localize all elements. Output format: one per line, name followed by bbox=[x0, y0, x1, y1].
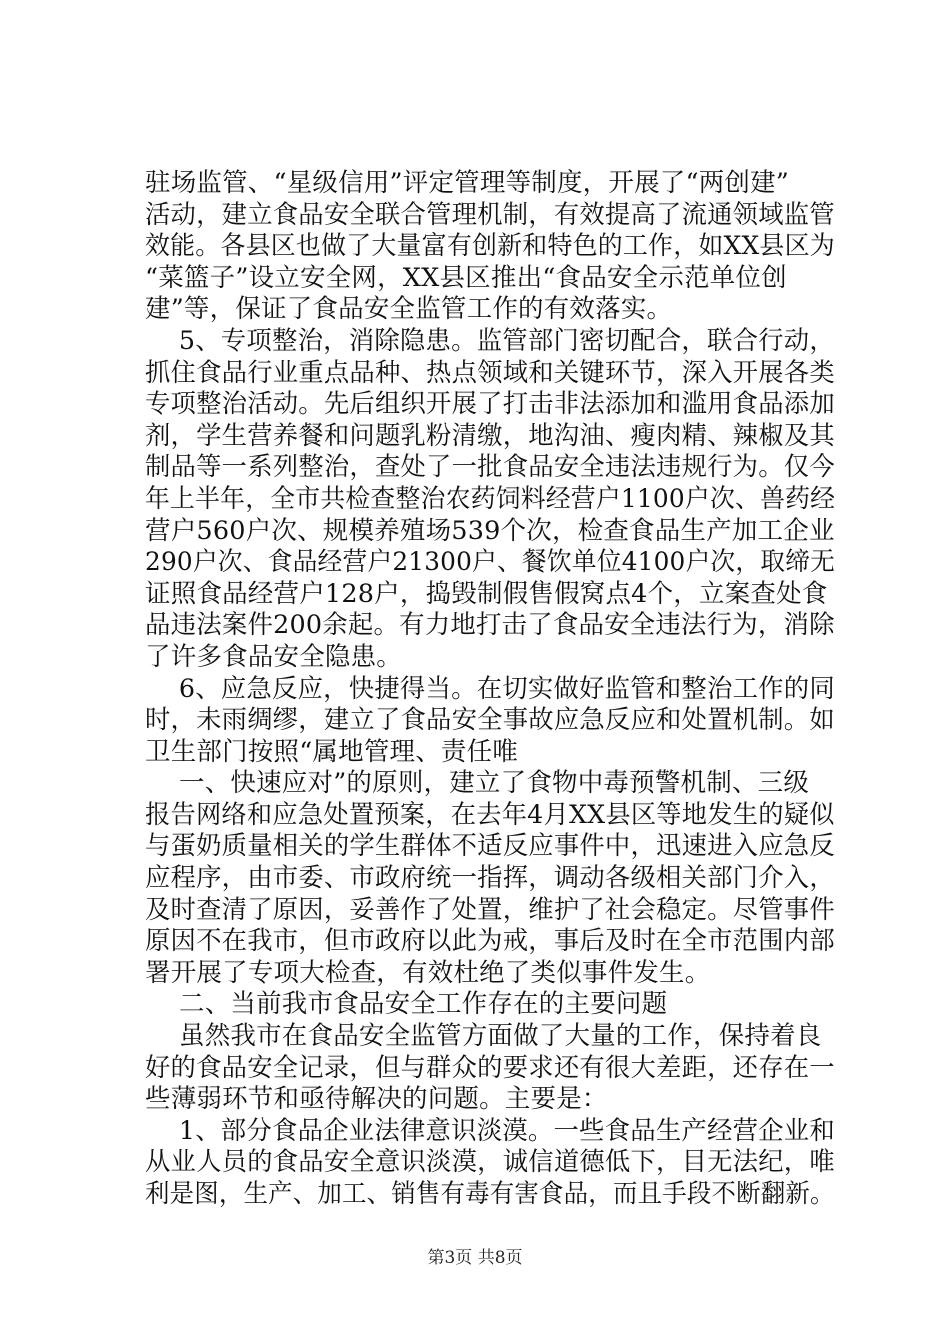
text-line: 好的食品安全记录，但与群众的要求还有很大差距，还存在一 bbox=[145, 1052, 835, 1083]
text-line: 与蛋奶质量相关的学生群体不适反应事件中，迅速进入应急反 bbox=[145, 831, 835, 862]
text-line: 报告网络和应急处置预案，在去年4月XX县区等地发生的疑似 bbox=[145, 799, 835, 830]
text-line: 营户560户次、规模养殖场539个次，检查食品生产加工企业 bbox=[145, 515, 835, 546]
text-line: 从业人员的食品安全意识淡漠，诚信道德低下，目无法纪，唯 bbox=[145, 1147, 835, 1178]
paragraph-start-line: 一、快速应对”的原则，建立了食物中毒预警机制、三级 bbox=[179, 768, 810, 799]
section-heading: 二、当前我市食品安全工作存在的主要问题 bbox=[179, 989, 668, 1020]
text-line: 利是图，生产、加工、销售有毒有害食品，而且手段不断翻新。 bbox=[145, 1179, 835, 1209]
text-line: “菜篮子”设立安全网，XX县区推出“食品安全示范单位创 bbox=[145, 262, 787, 293]
text-line: 制品等一系列整治，查处了一批食品安全违法违规行为。仅今 bbox=[145, 452, 835, 483]
text-line: 专项整治活动。先后组织开展了打击非法添加和滥用食品添加 bbox=[145, 389, 835, 420]
text-line: 时，未雨绸缪，建立了食品安全事故应急反应和处置机制。如 bbox=[145, 705, 835, 736]
paragraph-start-line: 1、部分食品企业法律意识淡漠。一些食品生产经营企业和 bbox=[178, 1115, 835, 1146]
paragraph-start-line: 虽然我市在食品安全监管方面做了大量的工作，保持着良 bbox=[179, 1021, 822, 1052]
page-number-footer: 第3页 共8页 bbox=[427, 1248, 523, 1268]
text-line: 品违法案件200余起。有力地打击了食品安全违法行为，消除 bbox=[145, 610, 835, 641]
text-line: 效能。各县区也做了大量富有创新和特色的工作，如XX县区为 bbox=[145, 231, 835, 262]
text-line: 剂，学生营养餐和问题乳粉清缴，地沟油、瘦肉精、辣椒及其 bbox=[145, 420, 835, 451]
text-line: 建”等，保证了食品安全监管工作的有效落实。 bbox=[145, 294, 673, 325]
text-line: 了许多食品安全隐患。 bbox=[145, 641, 403, 672]
text-line: 290户次、食品经营户21300户、餐饮单位4100户次，取缔无 bbox=[145, 547, 836, 578]
text-line: 证照食品经营户128户，捣毁制假售假窝点4个，立案查处食 bbox=[145, 578, 828, 609]
text-line: 些薄弱环节和亟待解决的问题。主要是： bbox=[145, 1084, 608, 1115]
text-line: 原因不在我市，但市政府以此为戒，事后及时在全市范围内部 bbox=[145, 926, 835, 957]
paragraph-start-line: 6、应急反应，快捷得当。在切实做好监管和整治工作的同 bbox=[178, 673, 835, 704]
text-line: 驻场监管、“星级信用”评定管理等制度，开展了“两创建” bbox=[145, 168, 790, 198]
paragraph-start-line: 5、专项整治，消除隐患。监管部门密切配合，联合行动， bbox=[178, 325, 835, 356]
text-line: 卫生部门按照“属地管理、责任唯 bbox=[145, 736, 519, 767]
text-line: 活动，建立食品安全联合管理机制，有效提高了流通领域监管 bbox=[145, 199, 835, 230]
text-line: 年上半年，全市共检查整治农药饲料经营户1100户次、兽药经 bbox=[145, 483, 836, 514]
text-line: 应程序，由市委、市政府统一指挥，调动各级相关部门介入， bbox=[145, 863, 835, 894]
text-line: 抓住食品行业重点品种、热点领域和关键环节，深入开展各类 bbox=[145, 357, 835, 388]
text-line: 署开展了专项大检查，有效杜绝了类似事件发生。 bbox=[145, 957, 711, 988]
text-line: 及时查清了原因，妥善作了处置，维护了社会稳定。尽管事件 bbox=[145, 894, 835, 925]
document-body bbox=[145, 168, 835, 1211]
